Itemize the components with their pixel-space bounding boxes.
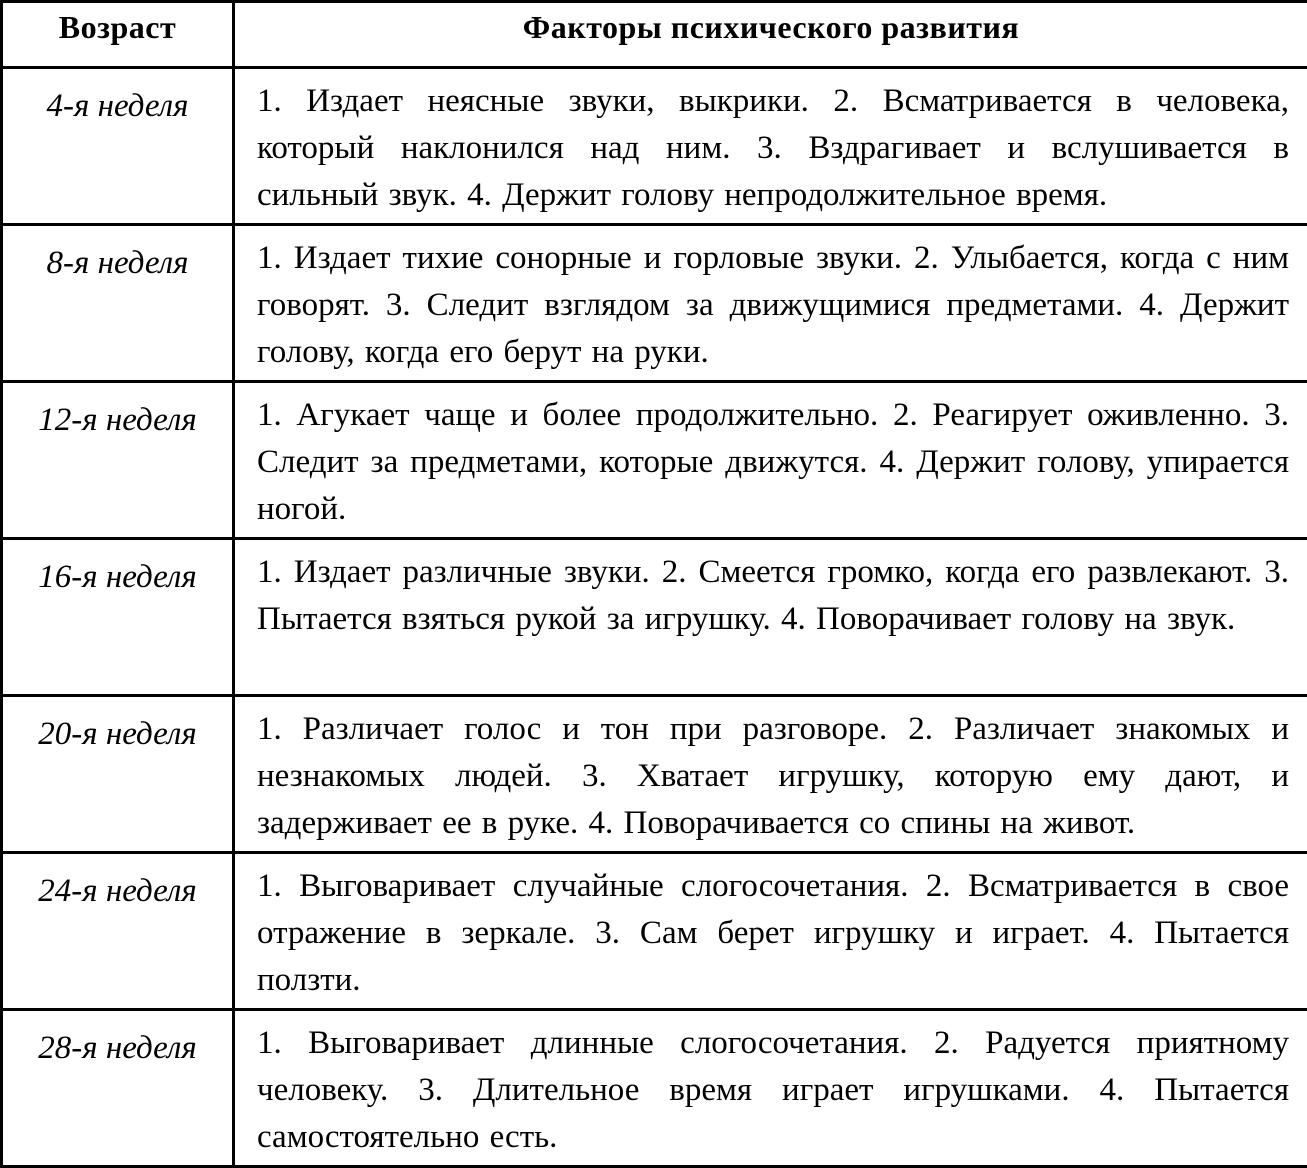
table-row <box>2 68 1307 225</box>
table-row <box>2 539 1307 696</box>
age-cell: 28-я неделя <box>2 1010 234 1167</box>
age-cell: 24-я неделя <box>2 853 234 1010</box>
age-cell: 12-я неделя <box>2 382 234 539</box>
age-cell: 4-я неделя <box>2 68 234 225</box>
factors-cell: 1. Выговаривает случайные слогосочетания. 2. Всматривается в свое отражение в зеркале. 3. Сам берет игрушку и играет. 4. Пытается ползти. <box>234 853 1307 1010</box>
factors-cell: 1. Различает голос и тон при разговоре. 2. Различает знакомых и незнакомых людей. 3. Хватает игрушку, которую ему дают, и задерживает ее в руке. 4. Поворачивается со спины на живот. <box>234 696 1307 853</box>
table-body <box>2 68 1307 1167</box>
table-row <box>2 696 1307 853</box>
table-row <box>2 225 1307 382</box>
factors-cell: 1. Выговаривает длинные слогосочетания. 2. Радуется приятному человеку. 3. Длительное время играет игрушками. 4. Пытается самостоятельно есть. <box>234 1010 1307 1167</box>
table-header-row <box>2 2 1307 68</box>
factors-column-header: Факторы психического развития <box>234 2 1307 68</box>
table-row <box>2 382 1307 539</box>
age-cell: 20-я неделя <box>2 696 234 853</box>
age-cell: 8-я неделя <box>2 225 234 382</box>
table-row <box>2 1010 1307 1167</box>
factors-cell: 1. Издает неясные звуки, выкрики. 2. Всматривается в человека, который наклонился над ним. 3. Вздрагивает и вслушивается в сильный звук. 4. Держит голову непродолжительное время. <box>234 68 1307 225</box>
age-cell: 16-я неделя <box>2 539 234 696</box>
age-column-header: Возраст <box>2 2 234 68</box>
factors-cell: 1. Агукает чаще и более продолжительно. 2. Реагирует оживленно. 3. Следит за предметами, которые движутся. 4. Держит голову, упирается ногой. <box>234 382 1307 539</box>
table-row <box>2 853 1307 1010</box>
factors-cell: 1. Издает тихие сонорные и горловые звуки. 2. Улыбается, когда с ним говорят. 3. Следит взглядом за движущимися предметами. 4. Держит голову, когда его берут на руки. <box>234 225 1307 382</box>
factors-cell: 1. Издает различные звуки. 2. Смеется громко, когда его развлекают. 3. Пытается взяться рукой за игрушку. 4. Поворачивает голову на звук. <box>234 539 1307 696</box>
